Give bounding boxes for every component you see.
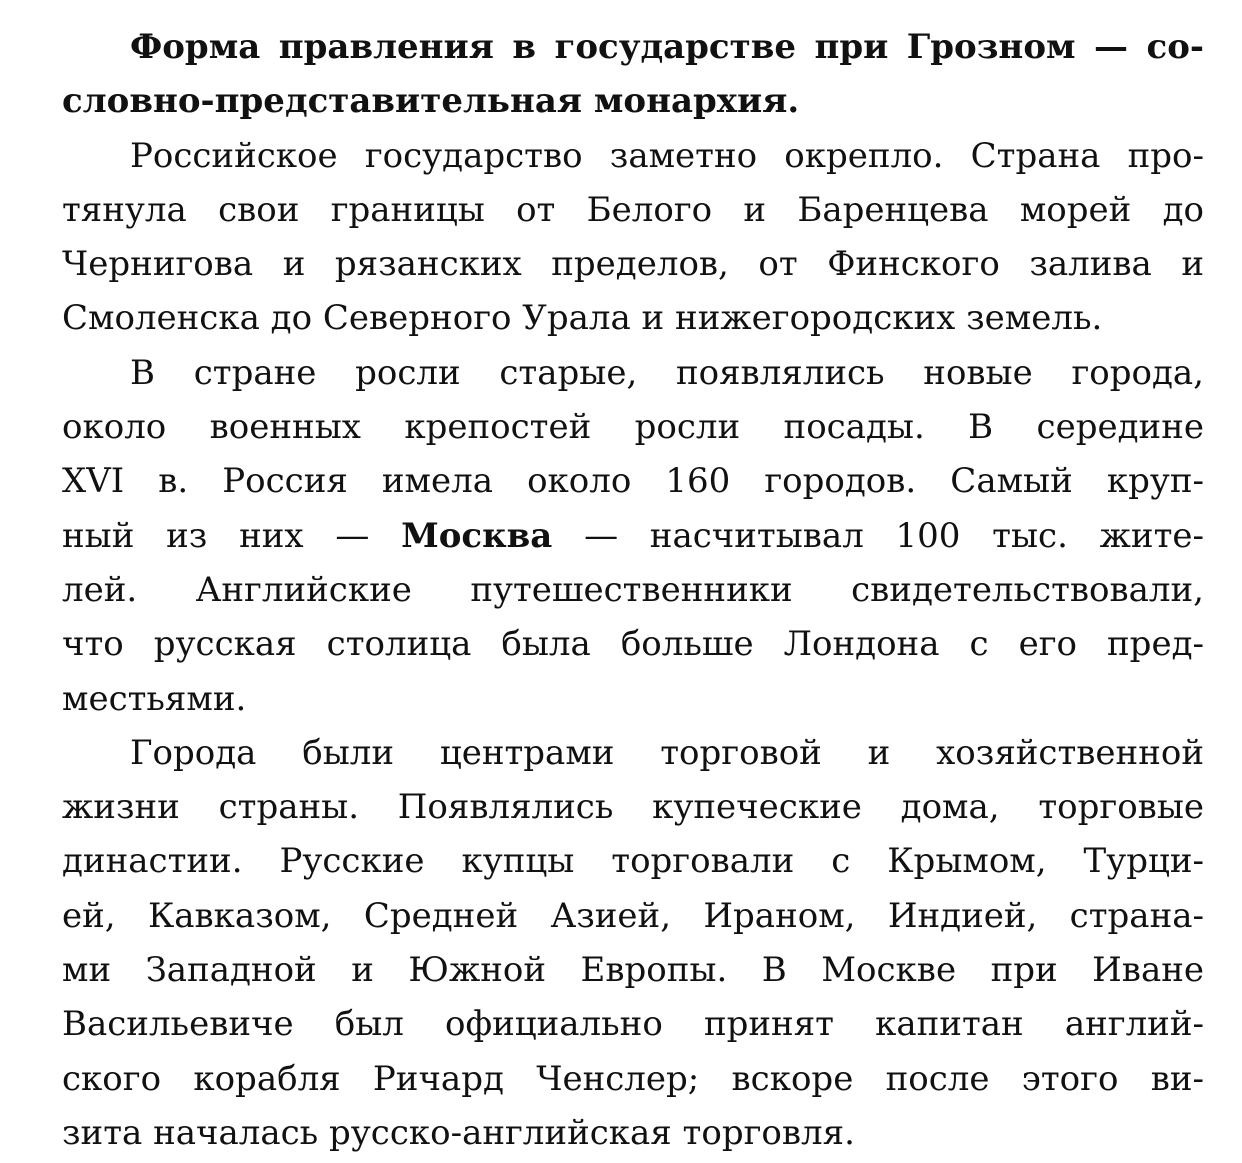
paragraph-3-line-1: Города были центрами торговой и хозяйственной [130, 732, 1204, 773]
lead-line-1: Форма правления в государстве при Грозном — со- [130, 27, 1204, 67]
paragraph-2-line-1: В стране росли старые, появлялись новые города, [130, 352, 1204, 393]
lead-paragraph [62, 20, 1204, 129]
paragraph-3-line-8: зита началась русско-английская торговля. [62, 1112, 855, 1153]
paragraph-2-line-7: местьями. [62, 678, 247, 719]
paragraph-3-line-7: ского корабля Ричард Ченслер; вскоре после этого ви- [62, 1058, 1204, 1099]
paragraph-3-line-5: ми Западной и Южной Европы. В Москве при Иване [62, 950, 1204, 991]
paragraph-1-line-3: Чернигова и рязанских пределов, от Финского залива и [62, 244, 1204, 285]
paragraph-1-line-1: Российское государство заметно окрепло. Страна про- [130, 135, 1204, 176]
lead-line-2: словно-представительная монархия. [62, 81, 800, 122]
paragraph-3-line-6: Васильевиче был официально принят капитан англий- [62, 1004, 1204, 1045]
paragraph-2-line-4 [62, 509, 1204, 563]
moscow-bold-term: Москва [401, 515, 553, 556]
paragraph-2-line-2: около военных крепостей росли посады. В середине [62, 407, 1204, 448]
paragraph-2 [62, 346, 1204, 726]
line-4-after-text: — насчитывал 100 тыс. жите- [584, 515, 1205, 556]
paragraph-3-line-4: ей, Кавказом, Средней Азией, Ираном, Индией, страна- [62, 895, 1204, 936]
paragraph-3 [62, 726, 1204, 1160]
line-4-before-text: ный из них — [62, 515, 370, 556]
paragraph-3-line-2: жизни страны. Появлялись купеческие дома, торговые [62, 787, 1204, 828]
paragraph-2-line-6: что русская столица была больше Лондона с его пред- [62, 624, 1204, 665]
paragraph-1-line-2: тянула свои границы от Белого и Баренцева морей до [62, 189, 1204, 230]
document-page [62, 20, 1204, 1160]
paragraph-2-line-3: XVI в. Россия имела около 160 городов. Самый круп- [62, 461, 1204, 502]
paragraph-2-line-5: лей. Английские путешественники свидетельствовали, [62, 569, 1204, 610]
paragraph-3-line-3: династии. Русские купцы торговали с Крымом, Турци- [62, 841, 1204, 882]
paragraph-1-line-4: Смоленска до Северного Урала и нижегородских земель. [62, 298, 1103, 339]
paragraph-1 [62, 129, 1204, 346]
